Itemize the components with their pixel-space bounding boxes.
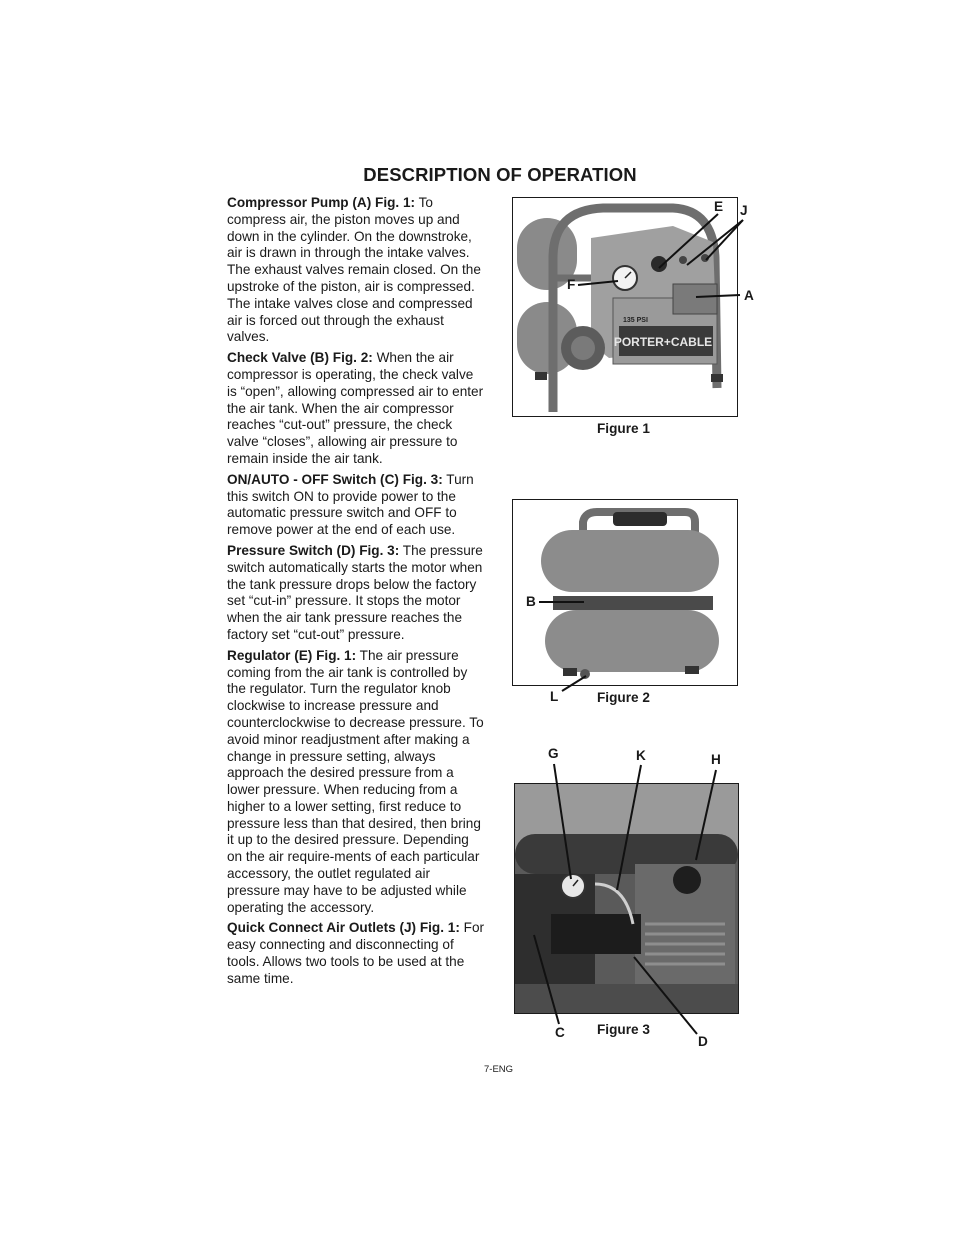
figure-2-caption: Figure 2 [597, 690, 650, 705]
paragraph-body: Turn this switch ON to provide power to the automatic pressure switch and OFF to remove power at the end of each use. [227, 471, 474, 538]
paragraph-check-valve [227, 350, 485, 468]
callout-B: B [526, 594, 536, 609]
paragraph-quick-connect [227, 920, 485, 987]
psi-rating: 135 PSI [623, 317, 648, 324]
callout-L: L [550, 689, 559, 704]
page-title: DESCRIPTION OF OPERATION [363, 164, 637, 185]
callout-A: A [744, 288, 754, 303]
brand-logo: PORTER+CABLE [613, 335, 713, 349]
paragraph-heading: Quick Connect Air Outlets (J) Fig. 1: [227, 920, 460, 936]
callout-J: J [740, 203, 748, 218]
paragraph-compressor-pump [227, 195, 485, 346]
paragraph-body: For easy connecting and disconnecting of tools. Allows two tools to be used at the same time. [227, 920, 485, 986]
paragraph-body: When the air compressor is operating, the check valve is “open”, allowing compressed air to enter the air tank. When the air compressor reaches “cut-out” pressure, the check valve “closes”, allowing air pressure to remain inside the air tank. [227, 350, 484, 466]
paragraph-body: To compress air, the piston moves up and down in the cylinder. On the downstroke, air is drawn in through the intake valves. The exhaust valves remain closed. On the upstroke of the piston, air is compressed. The intake valves close and compressed air is forced out through the exhaust valves. [227, 195, 481, 345]
callout-D: D [698, 1034, 708, 1049]
paragraph-heading: Pressure Switch (D) Fig. 3: [227, 542, 400, 558]
figure-1-caption: Figure 1 [597, 421, 650, 436]
paragraph-regulator [227, 648, 485, 917]
page-number: 7-ENG [484, 1064, 514, 1075]
callout-C: C [555, 1025, 565, 1040]
figure-3-caption: Figure 3 [597, 1022, 650, 1037]
paragraph-heading: ON/AUTO - OFF Switch (C) Fig. 3: [227, 471, 443, 487]
paragraph-heading: Compressor Pump (A) Fig. 1: [227, 195, 416, 210]
paragraph-on-off-switch [227, 472, 485, 539]
figure-1-image [512, 197, 738, 417]
paragraph-heading: Check Valve (B) Fig. 2: [227, 350, 373, 366]
callout-F: F [567, 277, 576, 292]
callout-G: G [548, 746, 559, 761]
callout-K: K [636, 748, 646, 763]
description-column [227, 195, 485, 992]
paragraph-heading: Regulator (E) Fig. 1: [227, 647, 357, 663]
callout-E: E [714, 199, 724, 214]
callout-H: H [711, 752, 721, 767]
paragraph-body: The air pressure coming from the air tank is controlled by the regulator. Turn the regulator knob clockwise to increase pressure and counterclockwise to decrease pressure. To avoid minor readjustment after making a change in pressure setting, always approach the desired pressure from a lower pressure. When reducing from a higher to a lower setting, first reduce to pressure less than that desired, then bring it up to the desired pressure. Depending on the air require-ments of each particular accessory, the outlet regulated air pressure may have to be adjusted while operating the accessory. [227, 647, 484, 915]
paragraph-pressure-switch [227, 543, 485, 644]
figure-3-image [514, 783, 739, 1014]
figure-2-image [512, 499, 738, 686]
paragraph-body: The pressure switch automatically starts the motor when the tank pressure drops below the factory set “cut-in” pressure. It stops the motor when the air tank pressure reaches the factory set “cut-out” pressure. [227, 542, 483, 642]
